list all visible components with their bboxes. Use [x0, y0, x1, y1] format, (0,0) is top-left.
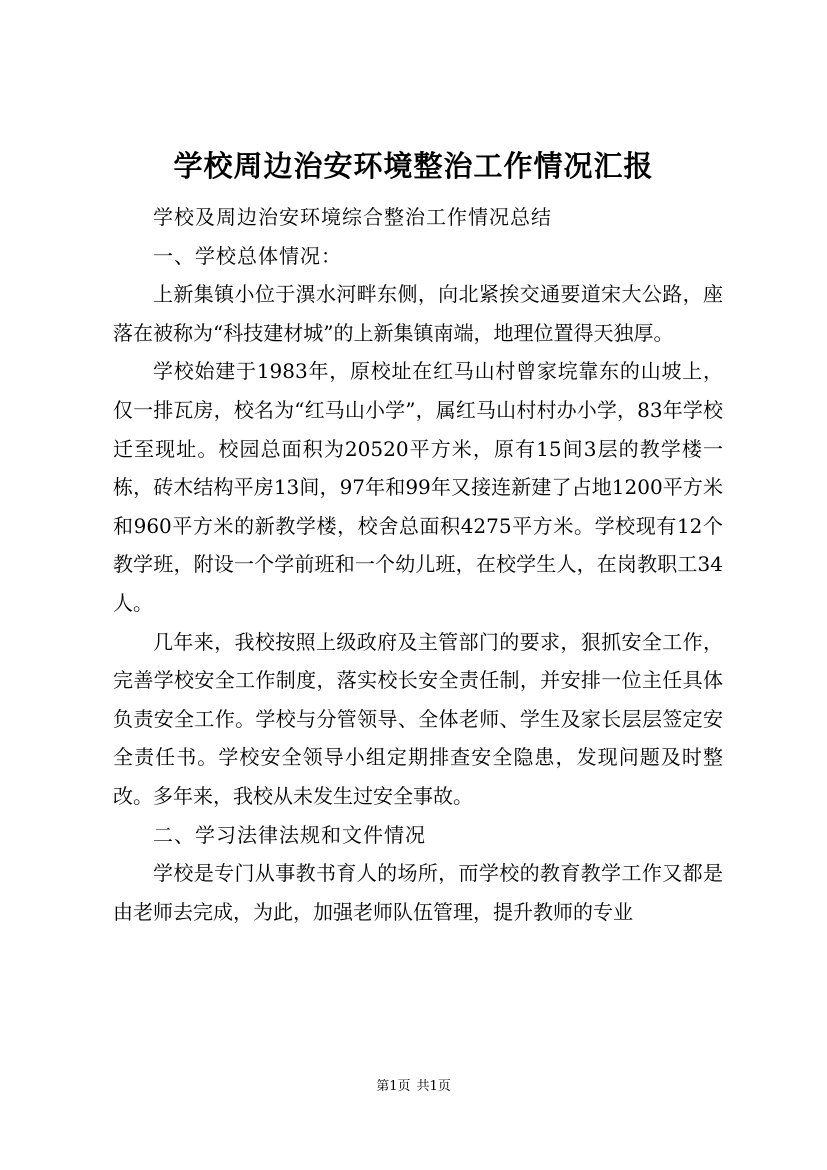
document-body	[113, 198, 723, 931]
paragraph: 学校是专门从事教书育人的场所，而学校的教育教学工作又都是由老师去完成，为此，加强老师队伍管理，提升教师的专业	[113, 861, 723, 924]
paragraph: 几年来，我校按照上级政府及主管部门的要求，狠抓安全工作，完善学校安全工作制度，落实校长安全责任制，并安排一位主任具体负责安全工作。学校与分管领导、全体老师、学生及家长层层签定安全责任书。学校安全领导小组定期排查安全隐患，发现问题及时整改。多年来，我校从未发生过安全事故。	[113, 629, 723, 808]
paragraph: 上新集镇小位于潩水河畔东侧，向北紧挨交通要道宋大公路，座落在被称为“科技建材城”的上新集镇南端，地理位置得天独厚。	[113, 282, 723, 345]
page-footer	[0, 1078, 827, 1096]
page-total: 共1页	[416, 1079, 451, 1094]
paragraph: 学校始建于1983年，原校址在红马山村曾家垸靠东的山坡上，仅一排瓦房，校名为“红马山小学”，属红马山村村办小学，83年学校迁至现址。校园总面积为20520平方米，原有15间3层的教学楼一栋，砖木结构平房13间，97年和99年又接连新建了占地1200平方米和960平方米的新教学楼，校舍总面积4275平方米。学校现有12个教学班，附设一个学前班和一个幼儿班，在校学生人，在岗教职工34人。	[113, 359, 723, 615]
document-subtitle: 学校及周边治安环境综合整治工作情况总结	[153, 205, 552, 229]
document-title: 学校周边治安环境整治工作情况汇报	[173, 149, 654, 183]
page-number: 第1页	[376, 1079, 411, 1094]
section-heading-2: 二、学习法律法规和文件情况	[153, 822, 426, 847]
section-heading-1: 一、学校总体情况：	[153, 243, 342, 268]
